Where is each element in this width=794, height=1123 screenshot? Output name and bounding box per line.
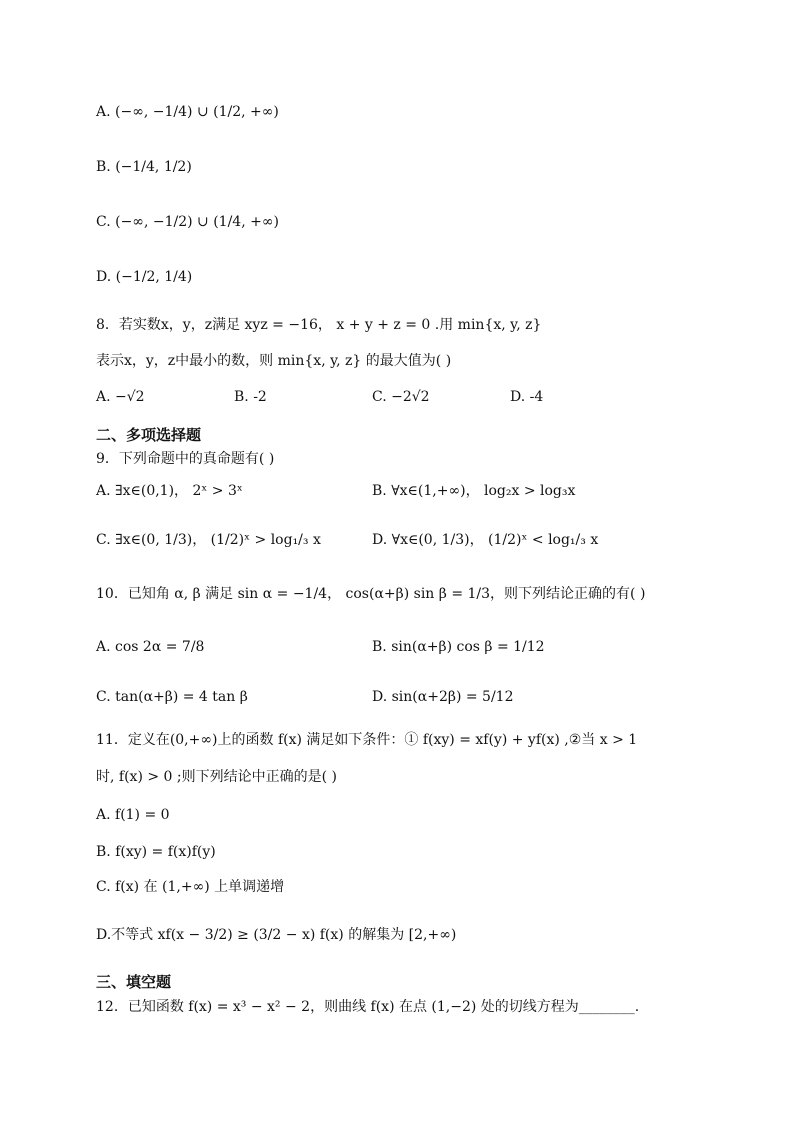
q10-option-c: C. tan(α+β) = 4 tan β (96, 689, 248, 705)
q10-option-b: B. sin(α+β) cos β = 1/12 (372, 639, 545, 655)
section-heading-fill-in: 三、填空题 (96, 973, 172, 991)
q11-option-b: B. f(xy) = f(x)f(y) (96, 844, 216, 860)
q11-option-c: C. f(x) 在 (1,+∞) 上单调递增 (96, 879, 285, 895)
q8-option-d: D. -4 (510, 389, 544, 405)
q8-option-a: A. −√2 (96, 389, 145, 405)
q9-option-c: C. ∃x∈(0, 1/3)， (1/2)ˣ > log₁/₃ x (96, 532, 321, 548)
q7-option-a: A. (−∞, −1/4) ∪ (1/2, +∞) (96, 104, 279, 120)
section-heading-multiple-choice: 二、多项选择题 (96, 426, 202, 444)
q11-option-a: A. f(1) = 0 (96, 807, 170, 823)
q12-stem: 12．已知函数 f(x) = x³ − x² − 2，则曲线 f(x) 在点 (1,−2) 处的切线方程为________. (96, 999, 640, 1015)
q8-option-b: B. -2 (234, 389, 267, 405)
q9-option-d: D. ∀x∈(0, 1/3)， (1/2)ˣ < log₁/₃ x (372, 532, 599, 548)
q9-option-b: B. ∀x∈(1,+∞)， log₂x > log₃x (372, 483, 576, 499)
q10-option-d: D. sin(α+2β) = 5/12 (372, 689, 514, 705)
q7-option-c: C. (−∞, −1/2) ∪ (1/4, +∞) (96, 214, 279, 230)
q11-stem-line2: 时, f(x) > 0 ;则下列结论中正确的是( ) (96, 769, 337, 785)
q10-stem: 10．已知角 α, β 满足 sin α = −1/4， cos(α+β) sin β = 1/3，则下列结论正确的有( ) (96, 586, 646, 602)
q7-option-b: B. (−1/4, 1/2) (96, 159, 192, 175)
q10-option-a: A. cos 2α = 7/8 (96, 639, 205, 655)
q9-stem: 9．下列命题中的真命题有( ) (96, 451, 275, 467)
q7-option-d: D. (−1/2, 1/4) (96, 269, 193, 285)
q8-stem-line2: 表示x，y，z中最小的数，则 min{x, y, z} 的最大值为( ) (96, 353, 452, 369)
q9-option-a: A. ∃x∈(0,1)， 2ˣ > 3ˣ (96, 483, 243, 499)
q8-stem-line1: 8．若实数x，y，z满足 xyz = −16， x + y + z = 0 .用 min{x, y, z} (96, 317, 542, 333)
q8-option-c: C. −2√2 (372, 389, 430, 405)
q11-option-d: D.不等式 xf(x − 3/2) ≥ (3/2 − x) f(x) 的解集为 [2,+∞) (96, 927, 457, 943)
q11-stem-line1: 11．定义在(0,+∞)上的函数 f(x) 满足如下条件：① f(xy) = xf(y) + yf(x) ,②当 x > 1 (96, 732, 638, 748)
